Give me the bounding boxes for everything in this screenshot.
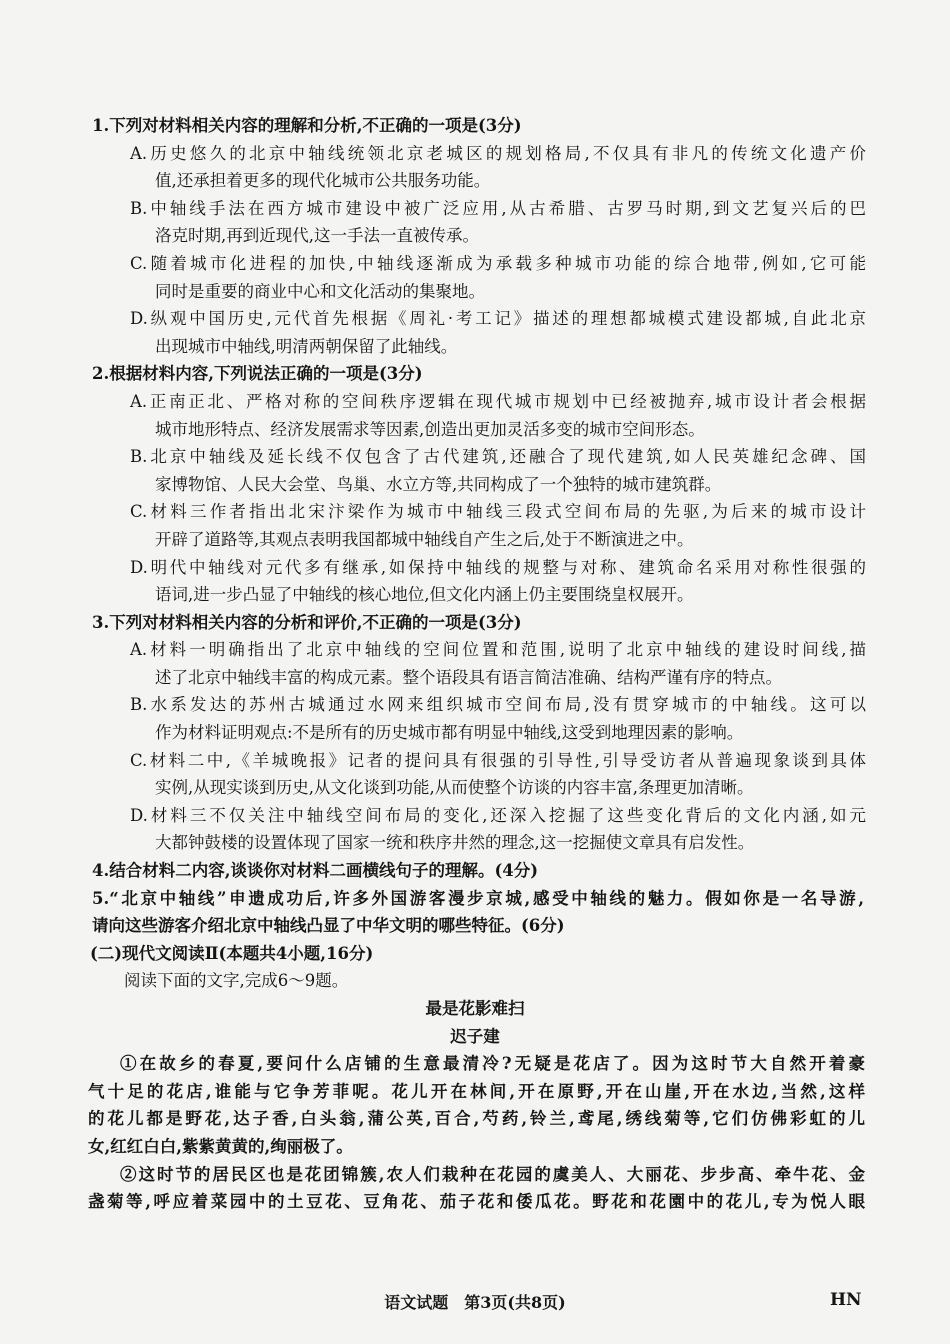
option-line: 实例,从现实谈到历史,从文化谈到功能,从而使整个访谈的内容丰富,条理更加清晰。: [155, 778, 754, 798]
option-line: D.明代中轴线对元代多有继承,如保持中轴线的规整与对称、建筑命名采用对称性很强的: [130, 557, 866, 577]
option-line: 家博物馆、人民大会堂、鸟巢、水立方等,共同构成了一个独特的城市建筑群。: [155, 474, 722, 494]
option-line: D.材料三不仅关注中轴线空间布局的变化,还深入挖掘了这些变化背后的文化内涵,如元: [130, 805, 866, 825]
paragraph-line: ①在故乡的春夏,要问什么店铺的生意最清冷?无疑是花店了。因为这时节大自然开着豪: [120, 1054, 865, 1074]
question-5: 请向这些游客介绍北京中轴线凸显了中华文明的哪些特征。(6分): [92, 916, 565, 936]
page-footer: 语文试题 第3页(共8页): [384, 1293, 566, 1312]
paragraph-line: 气十足的花店,谁能与它争芳菲呢。花儿开在林间,开在原野,开在山崖,开在水边,当然,这样: [88, 1081, 865, 1101]
option-line: C.材料三作者指出北宋汴梁作为城市中轴线三段式空间布局的先驱,为后来的城市设计: [130, 502, 866, 522]
question-5: 5.“北京中轴线”申遗成功后,许多外国游客漫步京城,感受中轴线的魅力。假如你是一名导游,: [92, 888, 864, 908]
question-stem: 2.根据材料内容,下列说法正确的一项是(3分): [92, 364, 423, 384]
paragraph-line: 女,红红白白,紫紫黄黄的,绚丽极了。: [88, 1136, 353, 1156]
option-line: 出现城市中轴线,明清两朝保留了此轴线。: [155, 336, 458, 356]
option-line: C.材料二中,《羊城晚报》记者的提问具有很强的引导性,引导受访者从普遍现象谈到具体: [130, 750, 866, 770]
option-line: 洛克时期,再到近现代,这一手法一直被传承。: [155, 226, 479, 246]
exam-code: HN: [830, 1290, 862, 1310]
reading-instruction: 阅读下面的文字,完成6～9题。: [124, 971, 349, 991]
option-line: A.材料一明确指出了北京中轴线的空间位置和范围,说明了北京中轴线的建设时间线,描: [130, 640, 866, 660]
article-author: 迟子建: [450, 1026, 500, 1046]
paragraph-line: ②这时节的居民区也是花团锦簇,农人们栽种在花园的虞美人、大丽花、步步高、牵牛花、金: [120, 1164, 865, 1184]
article-title: 最是花影难扫: [425, 999, 525, 1018]
option-line: 同时是重要的商业中心和文化活动的集聚地。: [155, 281, 485, 301]
option-line: B.北京中轴线及延长线不仅包含了古代建筑,还融合了现代建筑,如人民英雄纪念碑、国: [130, 447, 866, 467]
option-line: A.历史悠久的北京中轴线统领北京老城区的规划格局,不仅具有非凡的传统文化遗产价: [130, 143, 866, 163]
option-line: 作为材料证明观点:不是所有的历史城市都有明显中轴线,这受到地理因素的影响。: [155, 723, 744, 743]
option-line: 述了北京中轴线丰富的构成元素。整个语段具有语言简洁准确、结构严谨有序的特点。: [155, 667, 782, 687]
question-stem: 1.下列对材料相关内容的理解和分析,不正确的一项是(3分): [92, 116, 522, 135]
option-line: D.纵观中国历史,元代首先根据《周礼·考工记》描述的理想都城模式建设都城,自此北京: [130, 309, 866, 329]
option-line: A.正南正北、严格对称的空间秩序逻辑在现代城市规划中已经被抛弃,城市设计者会根据: [130, 391, 866, 411]
option-line: 值,还承担着更多的现代化城市公共服务功能。: [155, 171, 491, 191]
option-line: 大都钟鼓楼的设置体现了国家一统和秩序井然的理念,这一挖掘使文章具有启发性。: [155, 833, 755, 853]
paragraph-line: 的花儿都是野花,达子香,白头翁,蒲公英,百合,芍药,铃兰,鸢尾,绣线菊等,它们仿佛彩虹的儿: [88, 1109, 865, 1129]
question-4: 4.结合材料二内容,谈谈你对材料二画横线句子的理解。(4分): [92, 861, 539, 881]
option-line: B.水系发达的苏州古城通过水网来组织城市空间布局,没有贯穿城市的中轴线。这可以: [130, 695, 866, 715]
paragraph-line: 盏菊等,呼应着菜园中的土豆花、豆角花、茄子花和倭瓜花。野花和花園中的花儿,专为悦人眼: [88, 1192, 865, 1212]
question-stem: 3.下列对材料相关内容的分析和评价,不正确的一项是(3分): [92, 612, 522, 632]
option-line: 城市地形特点、经济发展需求等因素,创造出更加灵活多变的城市空间形态。: [155, 419, 705, 439]
option-line: B.中轴线手法在西方城市建设中被广泛应用,从古希腊、古罗马时期,到文艺复兴后的巴: [130, 198, 866, 218]
option-line: C.随着城市化进程的加快,中轴线逐渐成为承载多种城市功能的综合地带,例如,它可能: [130, 253, 866, 273]
option-line: 语词,进一步凸显了中轴线的核心地位,但文化内涵上仍主要围绕皇权展开。: [155, 585, 694, 605]
exam-page: [0, 112, 950, 1216]
section-heading: (二)现代文阅读Ⅱ(本题共4小题,16分): [90, 943, 374, 963]
option-line: 开辟了道路等,其观点表明我国都城中轴线自产生之后,处于不断演进之中。: [155, 529, 694, 549]
